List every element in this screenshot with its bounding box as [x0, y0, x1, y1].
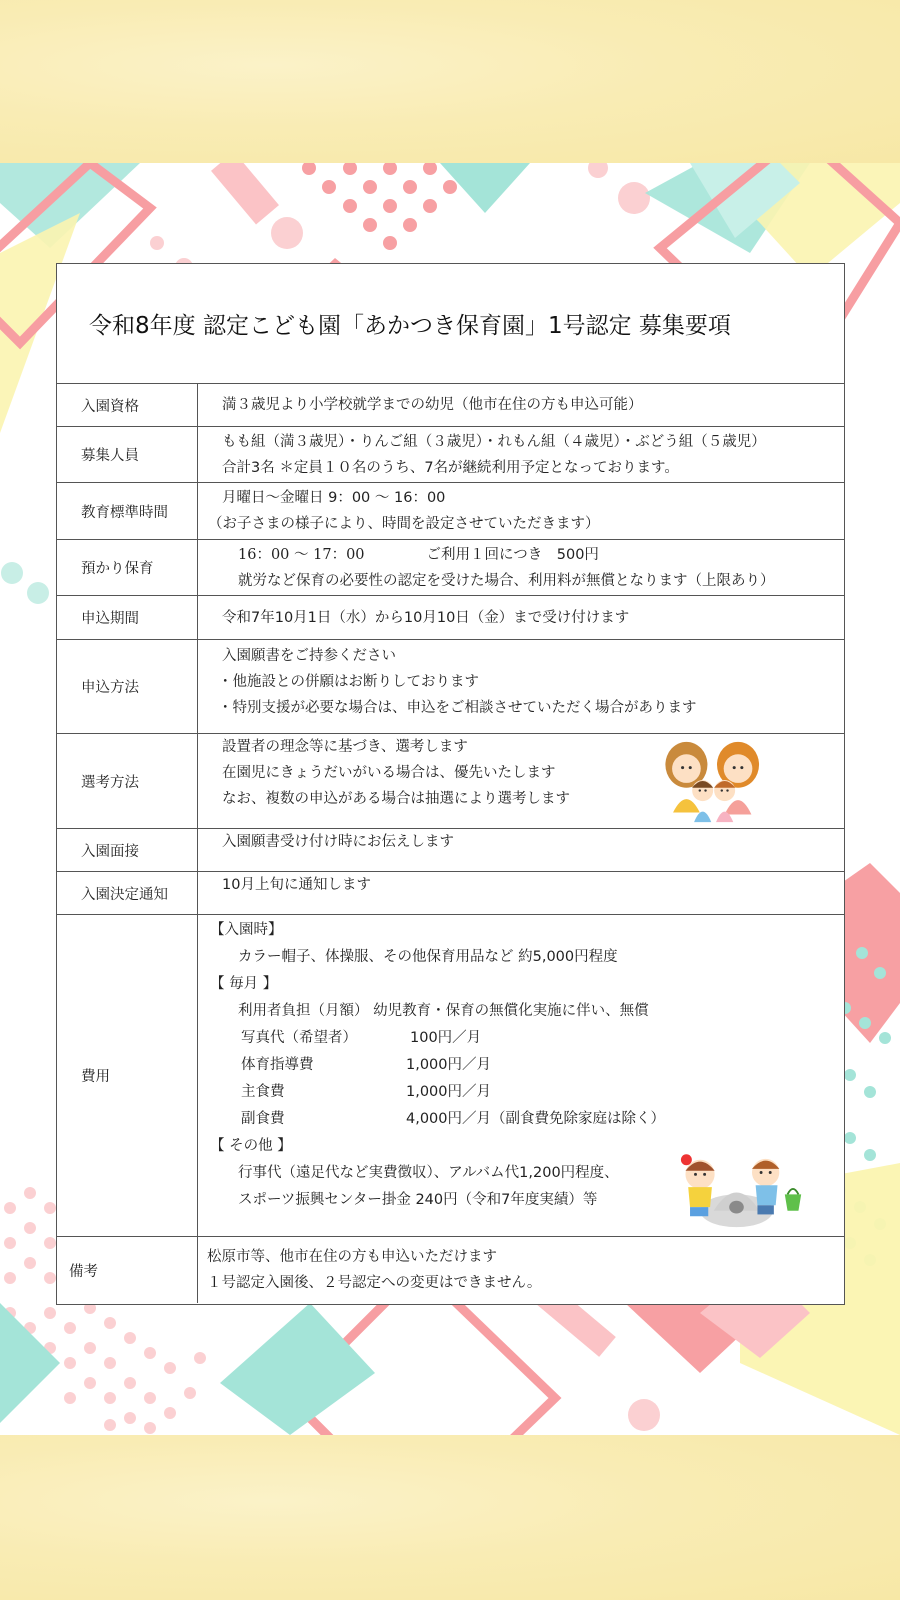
method-line-1: 入園願書をご持参ください	[222, 648, 396, 664]
interview-text: 入園願書受け付け時にお伝えします	[222, 834, 454, 850]
hours-time: 月曜日～金曜日 9：00 ～ 16：00	[222, 490, 446, 506]
row-application-method	[57, 640, 844, 734]
selection-line-2: 在園児にきょうだいがいる場合は、優先いたします	[222, 765, 556, 781]
row-eligibility	[57, 384, 844, 427]
label-application-method: 申込方法	[57, 640, 198, 733]
fee-item	[210, 1025, 844, 1052]
label-decision-notice: 入園決定通知	[57, 872, 198, 914]
label-eligibility: 入園資格	[57, 384, 198, 426]
row-interview	[57, 829, 844, 872]
label-recruitment: 募集人員	[57, 427, 198, 482]
fee-item-value: 1,000円／月	[406, 1084, 492, 1100]
fee-item-name: 写真代（希望者）	[241, 1030, 357, 1046]
fee-item-value: 1,000円／月	[406, 1057, 492, 1073]
content-interview	[198, 829, 844, 871]
application-period-text: 令和7年10月1日（水）から10月10日（金）まで受け付けます	[222, 609, 630, 626]
fees-monthly-heading: 【 毎月 】	[210, 976, 278, 992]
label-fees: 費用	[57, 915, 198, 1236]
recruitment-total: 合計3名 ＊定員１０名のうち、7名が継続利用予定となっております。	[222, 459, 679, 476]
content-decision-notice	[198, 872, 844, 914]
label-application-period: 申込期間	[57, 596, 198, 639]
fee-item-name: 副食費	[241, 1111, 285, 1127]
eligibility-text: 満３歳児より小学校就学までの幼児（他市在住の方も申込可能）	[222, 397, 643, 413]
content-application-period	[198, 596, 844, 639]
extended-note: 就労など保育の必要性の認定を受けた場合、利用料が無償となります（上限あり）	[238, 572, 775, 589]
content-application-method	[198, 640, 844, 733]
selection-line-1: 設置者の理念等に基づき、選考します	[222, 739, 468, 755]
row-extended-care	[57, 540, 844, 596]
fee-item	[210, 1052, 844, 1079]
row-application-period	[57, 596, 844, 640]
hours-note: （お子さまの様子により、時間を設定させていただきます）	[208, 516, 600, 532]
label-hours: 教育標準時間	[57, 483, 198, 539]
fee-item	[210, 1079, 844, 1106]
decision-notice-text: 10月上旬に通知します	[222, 877, 371, 893]
fees-other-line-1: 行事代（遠足代など実費徴収）、アルバム代1,200円程度、	[238, 1165, 619, 1181]
children-sandbox-illustration	[664, 1147, 809, 1229]
remarks-line-1: 松原市等、他市在住の方も申込いただけます	[207, 1249, 497, 1265]
fees-monthly-text: 利用者負担（月額） 幼児教育・保育の無償化実施に伴い、無償	[238, 1003, 649, 1019]
content-remarks	[198, 1237, 844, 1303]
row-hours	[57, 483, 844, 540]
family-illustration	[658, 738, 776, 824]
row-selection	[57, 734, 844, 829]
fee-item	[210, 1106, 844, 1133]
extended-fee: ご利用１回につき 500円	[426, 546, 599, 563]
recruitment-classes: もも組（満３歳児）・りんご組（３歳児）・れもん組（４歳児）・ぶどう組（５歳児）	[222, 433, 766, 450]
content-fees	[198, 915, 844, 1236]
page-title: 令和8年度 認定こども園「あかつき保育園」1号認定 募集要項	[89, 313, 731, 339]
fees-entry-text: カラー帽子、体操服、その他保育用品など 約5,000円程度	[238, 949, 618, 965]
content-extended-care	[198, 540, 844, 595]
row-fees	[57, 915, 844, 1237]
fee-item-value: 4,000円／月（副食費免除家庭は除く）	[406, 1111, 666, 1127]
fees-entry-heading: 【入園時】	[210, 922, 283, 938]
row-recruitment	[57, 427, 844, 483]
fee-item-name: 主食費	[241, 1084, 285, 1100]
extended-time-line	[238, 542, 844, 568]
row-remarks	[57, 1237, 844, 1303]
selection-line-3: なお、複数の申込がある場合は抽選により選考します	[222, 791, 570, 807]
label-extended-care: 預かり保育	[57, 540, 198, 595]
fees-other-heading: 【 その他 】	[210, 1138, 292, 1154]
fee-item-name: 体育指導費	[241, 1057, 314, 1073]
title-row	[57, 264, 844, 384]
bottom-yellow-band	[0, 1435, 900, 1600]
remarks-line-2: １号認定入園後、２号認定への変更はできません。	[207, 1275, 542, 1291]
content-recruitment	[198, 427, 844, 482]
row-decision-notice	[57, 872, 844, 915]
top-yellow-band	[0, 0, 900, 163]
method-line-2: ・他施設との併願はお断りしております	[218, 674, 479, 690]
label-interview: 入園面接	[57, 829, 198, 871]
fees-other-line-2: スポーツ振興センター掛金 240円（令和7年度実績）等	[238, 1192, 598, 1208]
fee-item-value: 100円／月	[410, 1030, 482, 1046]
content-eligibility	[198, 384, 844, 426]
content-selection	[198, 734, 844, 828]
label-remarks: 備考	[57, 1237, 198, 1303]
method-line-3: ・特別支援が必要な場合は、申込をご相談させていただく場合があります	[218, 700, 697, 716]
label-selection: 選考方法	[57, 734, 198, 828]
extended-time: 16：00 ～ 17：00	[238, 546, 365, 563]
enrollment-document	[56, 263, 845, 1305]
content-hours	[198, 483, 844, 539]
